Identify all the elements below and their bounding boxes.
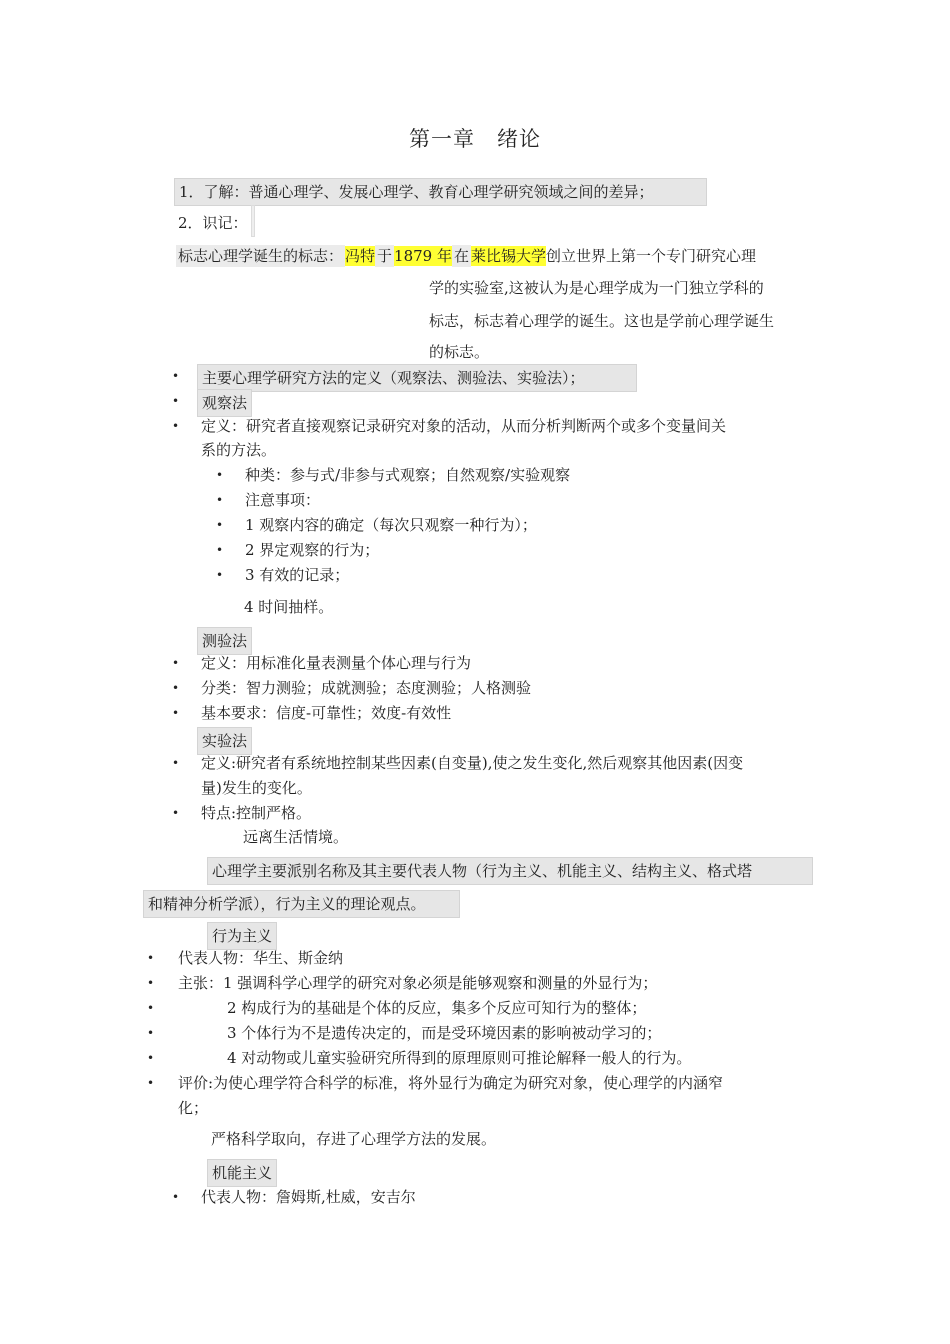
highlight-university: 莱比锡大学	[471, 247, 547, 265]
bullet-point: •	[216, 493, 224, 507]
observation-subitem: 2 界定观察的行为；	[245, 541, 380, 559]
section-behaviorism: 行为主义	[207, 922, 277, 950]
observation-definition: 定义：研究者直接观察记录研究对象的活动，从而分析判断两个或多个变量间关	[201, 417, 727, 435]
experiment-definition-cont: 量)发生的变化。	[201, 779, 312, 797]
bullet-point: •	[172, 681, 180, 695]
birth-line-4: 的标志。	[429, 343, 490, 361]
observation-extra: 4 时间抽样。	[244, 598, 334, 616]
bullet-point: •	[147, 1076, 155, 1090]
behaviorism-claim: 2 构成行为的基础是个体的反应，集多个反应可知行为的整体；	[227, 999, 647, 1017]
birth-line	[176, 245, 756, 267]
methods-heading: 主要心理学研究方法的定义（观察法、测验法、实验法）；	[197, 364, 637, 392]
bullet-point: •	[172, 656, 180, 670]
behaviorism-claim: 主张：1 强调科学心理学的研究对象必须是能够观察和测量的外显行为；	[178, 974, 658, 992]
objective-item-1: 1．了解：普通心理学、发展心理学、教育心理学研究领域之间的差异；	[174, 178, 707, 206]
table-cell-edge	[251, 205, 255, 237]
behaviorism-claim: 3 个体行为不是遗传决定的，而是受环境因素的影响被动学习的；	[227, 1024, 662, 1042]
bullet-point: •	[172, 806, 180, 820]
behaviorism-representatives: 代表人物：华生、斯金纳	[178, 949, 344, 967]
test-item: 基本要求：信度-可靠性；效度-有效性	[201, 704, 452, 722]
bullet-point: •	[216, 568, 224, 582]
birth-connector: 于	[377, 247, 393, 265]
bullet-point: •	[216, 518, 224, 532]
bullet-point: •	[216, 468, 224, 482]
experiment-feature-extra: 远离生活情境。	[243, 828, 349, 846]
bullet-point: •	[172, 394, 180, 408]
highlight-year: 1879 年	[394, 247, 452, 265]
chapter-title: 第一章 绪论	[409, 127, 541, 151]
section-experiment: 实验法	[197, 727, 252, 755]
test-item: 分类：智力测验；成就测验；态度测验；人格测验	[201, 679, 532, 697]
schools-heading: 心理学主要派别名称及其主要代表人物（行为主义、机能主义、结构主义、格式塔	[207, 857, 813, 885]
behaviorism-evaluation-extra: 严格科学取向，存进了心理学方法的发展。	[211, 1130, 497, 1148]
highlight-person: 冯特	[345, 247, 376, 265]
observation-subitem: 注意事项：	[245, 491, 321, 509]
birth-rest: 创立世界上第一个专门研究心理	[546, 247, 757, 265]
behaviorism-evaluation: 评价:为使心理学符合科学的标准，将外显行为确定为研究对象，使心理学的内涵窄	[178, 1074, 724, 1092]
observation-subitem: 3 有效的记录；	[245, 566, 350, 584]
bullet-point: •	[216, 543, 224, 557]
section-observation: 观察法	[197, 389, 252, 417]
bullet-point: •	[147, 1026, 155, 1040]
bullet-point: •	[147, 976, 155, 990]
bullet-point: •	[172, 419, 180, 433]
objective-item-2: 2．识记：	[178, 214, 248, 232]
section-test: 测验法	[197, 627, 252, 655]
observation-subitem: 种类：参与式/非参与式观察；自然观察/实验观察	[245, 466, 571, 484]
birth-prefix: 标志心理学诞生的标志：	[178, 247, 344, 265]
schools-heading-cont: 和精神分析学派），行为主义的理论观点。	[143, 890, 460, 918]
section-functionalism: 机能主义	[207, 1159, 277, 1187]
bullet-point: •	[147, 951, 155, 965]
bullet-point: •	[172, 706, 180, 720]
bullet-point: •	[147, 1051, 155, 1065]
birth-line-3: 标志，标志着心理学的诞生。这也是学前心理学诞生	[429, 312, 775, 330]
experiment-definition: 定义:研究者有系统地控制某些因素(自变量),使之发生变化,然后观察其他因素(因变	[201, 754, 744, 772]
birth-line-2: 学的实验室,这被认为是心理学成为一门独立学科的	[429, 279, 764, 297]
observation-definition-cont: 系的方法。	[201, 441, 277, 459]
bullet-point: •	[147, 1001, 155, 1015]
experiment-feature: 特点:控制严格。	[201, 804, 312, 822]
observation-subitem: 1 观察内容的确定（每次只观察一种行为）；	[245, 516, 537, 534]
bullet-point: •	[172, 756, 180, 770]
behaviorism-evaluation-cont: 化；	[178, 1099, 209, 1117]
bullet-point: •	[172, 369, 180, 383]
bullet-point: •	[172, 1190, 180, 1204]
birth-connector-2: 在	[454, 247, 470, 265]
functionalism-representatives: 代表人物：詹姆斯,杜威，安吉尔	[201, 1188, 416, 1206]
test-item: 定义：用标准化量表测量个体心理与行为	[201, 654, 472, 672]
behaviorism-claim: 4 对动物或儿童实验研究所得到的原理原则可推论解释一般人的行为。	[227, 1049, 692, 1067]
